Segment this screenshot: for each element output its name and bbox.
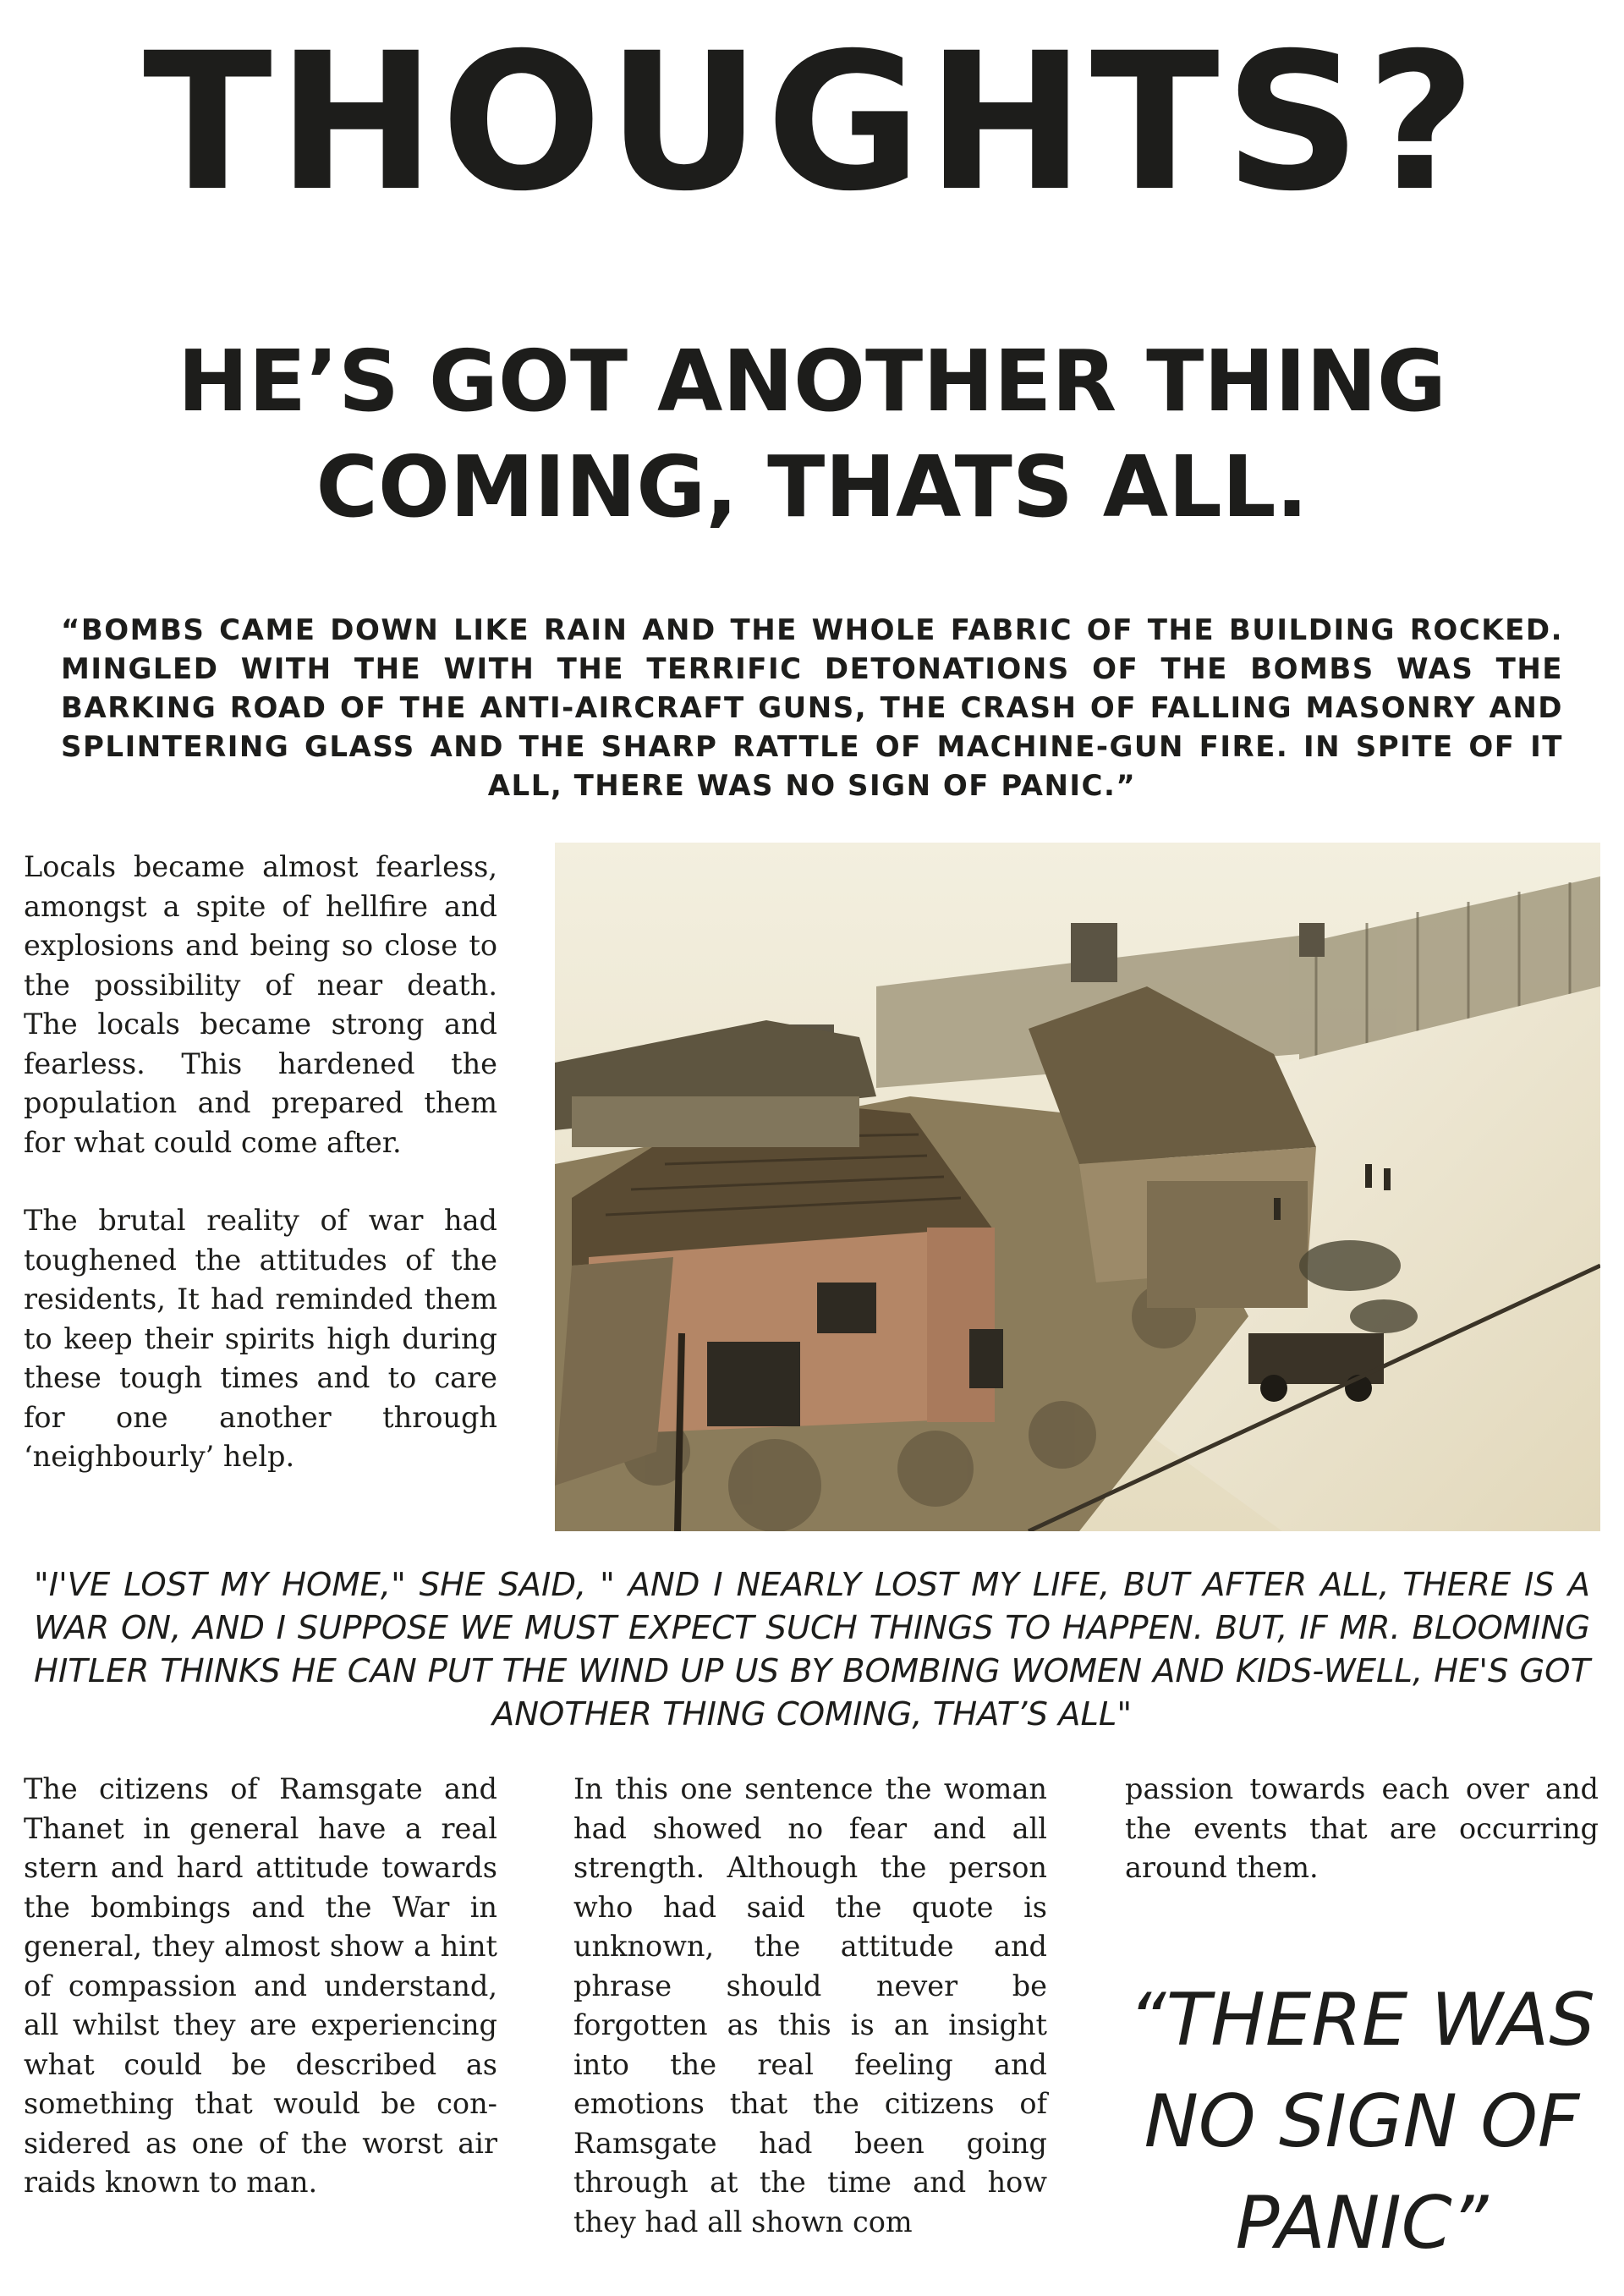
photo-illustration bbox=[555, 843, 1600, 1531]
body-column-3: passion towards each over and the events that are occurring around them. bbox=[1125, 1772, 1599, 1884]
body-column-1: The citizens of Ramsgate and Thanet in general have a real stern and hard attitude towards the bombings and the War in general, they almost show a hint of compassion and understand, all whilst they are experiencing what could be described as something that would be considered as one of the worst air raids known to man. bbox=[24, 1772, 497, 2199]
resident-quote: "I'VE LOST MY HOME," SHE SAID, " AND I NEARLY LOST MY LIFE, BUT AFTER ALL, THERE IS A WAR ON, AND I SUPPOSE WE MUST EXPECT SUCH THINGS TO HAPPEN. BUT, IF MR. BLOOMING HITLER THINKS HE CAN PUT THE WIND UP US BY BOMBING WOMEN AND KIDS-WELL, HE'S GOT ANOTHER THING COMING, THAT’S ALL" bbox=[34, 1566, 1590, 1733]
body-column-2: In this one sentence the woman had showed no fear and all strength. Although the person who had said the quote is unknown, the attitude and phrase should never be forgotten as this is an insight into the real feeling and emotions that the citizens of Ramsgate had been going through at the time and how they had all shown com bbox=[573, 1772, 1047, 2238]
bombed-street-photo bbox=[555, 843, 1600, 1531]
big-pull-quote: “THERE WAS NO SIGN OF PANIC” bbox=[1128, 1978, 1595, 2266]
subtitle: HE’S GOT ANOTHER THING COMING, THATS ALL. bbox=[178, 332, 1446, 536]
intro-paragraph-1: Locals became almost fearless, amongst a spite of hellfire and explosions and being so close to the possibility of near death. The locals became strong and fearless. This hardened the population and prepared them for what could come after. bbox=[24, 850, 497, 1159]
page-title: THOUGHTS? bbox=[143, 12, 1481, 233]
intro-column bbox=[24, 848, 497, 1516]
intro-paragraph-2: The brutal reality of war had toughened the attitudes of the residents, It had reminded them to keep their spirits high during these tough times and to care for one another through ‘neighbourly’ help. bbox=[24, 1204, 497, 1473]
pull-quote: “BOMBS CAME DOWN LIKE RAIN AND THE WHOLE FABRIC OF THE BUILDING ROCKED. MINGLED WITH THE WITH THE TERRIFIC DETONATIONS OF THE BOMBS WAS THE BARKING ROAD OF THE ANTI-AIRCRAFT GUNS, THE CRASH OF FALLING MASONRY AND SPLINTERING GLASS AND THE SHARP RATTLE OF MACHINE-GUN FIRE. IN SPITE OF IT ALL, THERE WAS NO SIGN OF PANIC.” bbox=[61, 613, 1563, 803]
